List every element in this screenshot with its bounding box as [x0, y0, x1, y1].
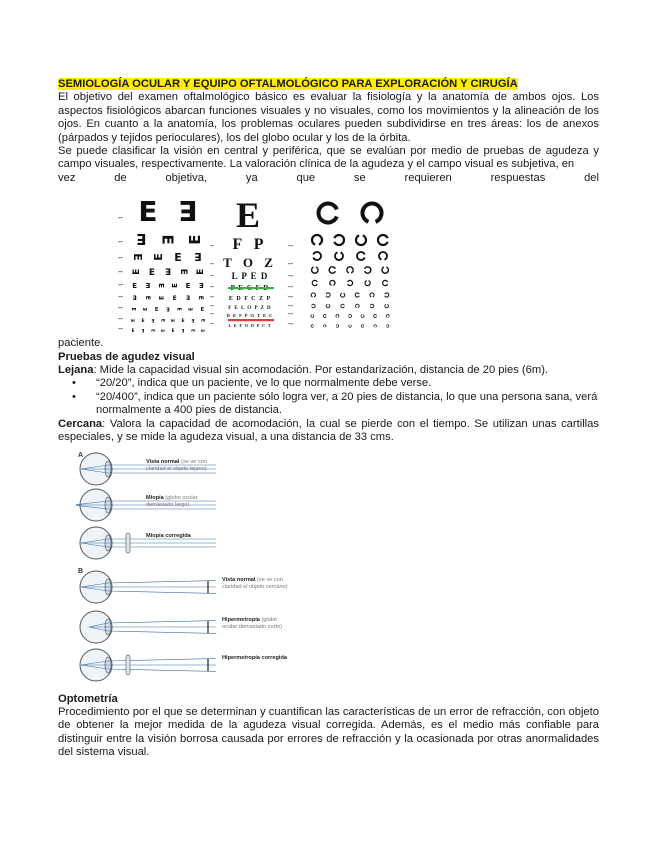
tumbling-e-glyph: E	[175, 307, 182, 312]
snellen-row: T O Z	[223, 255, 277, 271]
row-marker	[210, 323, 214, 324]
light-ray	[108, 631, 216, 633]
tumbling-e-glyph: E	[145, 281, 151, 290]
diagram-label-line2: claridad el objeto cercano)	[222, 583, 288, 590]
snellen-row: L E F O D P C T	[228, 323, 272, 329]
row-marker	[288, 263, 293, 264]
light-ray	[108, 658, 216, 660]
tumbling-e-glyph: E	[143, 296, 151, 301]
snellen-row: D E F P O T E C	[226, 313, 274, 319]
landolt-c-glyph	[311, 325, 314, 328]
landolt-c-glyph	[312, 235, 322, 245]
acuity-bullet-list	[58, 377, 599, 417]
landolt-c-glyph	[341, 293, 345, 297]
tumbling-e-glyph: E	[164, 265, 172, 276]
landolt-c-glyph	[363, 204, 382, 222]
tumbling-e-glyph: E	[132, 282, 138, 291]
tumbling-e-glyph: E	[166, 305, 170, 312]
row-marker	[118, 296, 123, 297]
diagram-label: Hipermetropía corregida	[222, 654, 287, 661]
landolt-c-glyph	[355, 293, 359, 297]
tumbling-e-glyph: E	[181, 319, 185, 325]
snellen-big-letter: E	[235, 195, 261, 236]
diagram-part-b: B	[78, 567, 84, 575]
tumbling-e-glyph: E	[154, 307, 159, 314]
row-marker	[118, 328, 123, 329]
cercana-label: Cercana	[58, 417, 103, 430]
row-marker	[288, 305, 293, 306]
tumbling-e-glyph: E	[174, 251, 182, 265]
landolt-c-glyph	[326, 293, 330, 297]
document-title: SEMIOLOGÍA OCULAR Y EQUIPO OFTALMOLÓGICO PARA EXPLORACIÓN Y CIRUGÍA	[58, 78, 518, 90]
list-item	[72, 377, 599, 390]
tumbling-e-glyph: E	[196, 268, 207, 276]
tumbling-e-glyph: E	[171, 283, 180, 289]
tumbling-e-glyph: E	[151, 317, 155, 323]
landolt-c-glyph	[374, 325, 377, 328]
corrective-lens-icon	[126, 533, 130, 553]
landolt-c-glyph	[312, 281, 317, 286]
landolt-c-glyph	[330, 281, 335, 286]
snellen-green-line	[228, 287, 274, 289]
tumbling-e-glyph: E	[138, 195, 158, 229]
tumbling-e-glyph: E	[131, 319, 137, 323]
tumbling-e-glyph: E	[171, 328, 175, 334]
landolt-c-glyph	[386, 315, 389, 318]
diagram-label-line2: ocular demasiado corto)	[222, 623, 283, 630]
tumbling-e-chart	[116, 193, 208, 339]
landolt-c-glyph	[336, 315, 339, 318]
row-marker	[210, 296, 214, 297]
landolt-c-chart	[298, 193, 398, 339]
tumbling-e-glyph: E	[181, 328, 185, 334]
landolt-c-glyph	[361, 315, 364, 318]
bullet-text-1: “20/20”, indica que un paciente, ve lo que normalmente debe verse.	[96, 377, 432, 390]
snellen-row: E D F C Z P	[228, 296, 272, 303]
classification-text-2: vez de objetiva, ya que se requieren respuestas del	[58, 171, 599, 184]
tumbling-e-glyph: E	[159, 319, 165, 323]
tumbling-e-glyph: E	[172, 295, 177, 303]
landolt-svg	[298, 193, 398, 339]
landolt-c-glyph	[385, 305, 389, 308]
tumbling-e-glyph: E	[151, 253, 165, 262]
landolt-c-glyph	[319, 204, 337, 223]
diagram-label: Miopía (globo ocular	[146, 494, 198, 501]
tumbling-e-glyph: E	[142, 307, 149, 312]
landolt-c-glyph	[323, 315, 326, 318]
tumbling-e-glyph: E	[178, 194, 198, 228]
snellen-svg	[210, 193, 296, 339]
landolt-c-glyph	[356, 236, 366, 246]
corrective-lens-icon	[126, 655, 130, 675]
tumbling-e-glyph: E	[171, 319, 177, 323]
diagram-label: Vista normal (se ve con	[222, 576, 283, 583]
row-marker	[118, 241, 123, 242]
diagram-label: Hipermetropía (globo	[222, 616, 278, 623]
row-marker	[288, 245, 293, 246]
row-marker	[118, 307, 123, 308]
tumbling-e-glyph: E	[160, 329, 166, 333]
landolt-c-glyph	[336, 325, 339, 328]
landolt-c-glyph	[347, 267, 353, 273]
snellen-row: F P	[232, 236, 268, 254]
tumbling-e-glyph: E	[200, 307, 204, 314]
landolt-c-glyph	[382, 267, 388, 273]
tumbling-e-glyph: E	[177, 268, 188, 276]
document-body	[58, 78, 599, 760]
tumbling-e-glyph: E	[200, 329, 206, 333]
snellen-chart	[210, 193, 296, 339]
landolt-c-glyph	[361, 325, 364, 328]
snellen-row: F E L O P Z D	[228, 306, 272, 312]
landolt-c-glyph	[365, 281, 370, 286]
classification-paragraph	[58, 145, 599, 172]
diagram-label: Vista normal (se ve con	[146, 458, 207, 465]
tumbling-e-glyph: E	[141, 328, 145, 334]
tumbling-e-glyph: E	[158, 234, 177, 245]
row-marker	[118, 217, 123, 218]
landolt-c-glyph	[378, 235, 388, 245]
intro-paragraph: El objetivo del examen oftalmológico básico es evaluar la fisiología y la anatomía de ambos ojos. Los aspectos fisiológicos abarcan funciones visuales y no visuales, como los movimientos y la alineación de los ojos. En cuanto a la anatomía, los problemas oculares pueden subdividirse en tres áreas: los de anexos (párpados y tejidos perioculares), los del globo ocular y los de la órbita.	[58, 91, 599, 144]
landolt-c-glyph	[370, 293, 374, 297]
lejana-paragraph	[58, 364, 599, 377]
row-marker	[288, 313, 293, 314]
landolt-c-glyph	[374, 315, 377, 318]
light-ray	[108, 591, 216, 593]
snellen-row: L P E D	[231, 271, 269, 282]
tumbling-e-glyph: E	[188, 307, 195, 312]
cercana-text: : Valora la capacidad de acomodación, la cual se pierde con el tiempo. Se utilizan unas cartillas especiales, y se mide la agudeza visual, a una distancia de 33 cms.	[58, 417, 599, 444]
tumbling-e-glyph: E	[186, 234, 205, 245]
light-ray	[108, 620, 216, 622]
landolt-c-glyph	[341, 304, 344, 308]
classification-text-3: paciente.	[58, 337, 104, 350]
landolt-c-glyph	[349, 325, 352, 328]
section-heading-agudeza: Pruebas de agudez visual	[58, 350, 195, 363]
row-marker	[210, 245, 214, 246]
tumbling-e-glyph: E	[131, 328, 135, 334]
landolt-c-glyph	[365, 267, 371, 273]
landolt-c-glyph	[370, 304, 373, 308]
row-marker	[210, 263, 214, 264]
landolt-c-glyph	[357, 252, 365, 260]
landolt-c-glyph	[311, 315, 314, 318]
classification-text-1: Se puede clasificar la visión en central y periférica, que se evalúan por medio de pruebas de agudeza y campo visuales, respectivamente. La valoración clínica de la agudeza y el campo visual es subjetiva, en	[58, 145, 599, 171]
landolt-c-glyph	[334, 235, 344, 245]
tumbling-e-glyph: E	[141, 319, 145, 325]
bullet-text-2: “20/400”, indica que un paciente sólo logra ver, a 20 pies de distancia, lo que una persona sana, verá normalmente a 400 pies de distancia.	[96, 390, 598, 417]
row-marker	[118, 257, 123, 258]
optometria-paragraph: Procedimiento por el que se determinan y cuantifican las características de un error de refracción, con objeto de obtener la mejor medida de la agudeza visual corregida. Además, es el medio más confiable para distinguir entre la visión borrosa causada por errores de refracción y la ocasionada por otras anormalidades del sistema visual.	[58, 705, 599, 759]
refraction-diagram	[58, 447, 599, 691]
landolt-c-glyph	[326, 305, 330, 308]
refraction-svg	[76, 447, 316, 691]
tumbling-e-glyph: E	[132, 293, 137, 301]
landolt-c-glyph	[348, 281, 353, 286]
tumbling-e-glyph: E	[199, 319, 205, 323]
landolt-c-glyph	[383, 281, 388, 286]
tumbling-e-glyph: E	[136, 230, 147, 249]
tumbling-e-svg	[116, 193, 208, 339]
landolt-c-glyph	[335, 253, 343, 261]
landolt-c-glyph	[312, 267, 318, 273]
landolt-c-glyph	[311, 293, 315, 297]
bullet-icon: •	[72, 390, 76, 403]
row-marker	[210, 286, 214, 287]
diagram-label-line2: demasiado largo)	[146, 501, 190, 508]
tumbling-e-glyph: E	[131, 253, 145, 262]
bullet-icon: •	[72, 377, 76, 390]
landolt-c-glyph	[387, 325, 390, 328]
diagram-label-line2: claridad el objeto lejano)	[146, 465, 207, 472]
row-marker	[210, 305, 214, 306]
tumbling-e-glyph: E	[194, 250, 202, 264]
list-item	[72, 390, 599, 418]
row-marker	[118, 271, 123, 272]
title-line	[58, 78, 599, 91]
landolt-c-glyph	[329, 267, 335, 273]
row-marker	[288, 275, 293, 276]
tumbling-e-glyph: E	[198, 281, 204, 290]
cercana-paragraph	[58, 418, 599, 445]
row-marker	[118, 318, 123, 319]
diagram-label: Miopía corregida	[146, 532, 191, 539]
diagram-part-a: A	[78, 451, 84, 459]
landolt-c-glyph	[385, 293, 389, 297]
row-marker	[210, 275, 214, 276]
row-marker	[288, 286, 293, 287]
tumbling-e-glyph: E	[185, 293, 191, 301]
tumbling-e-glyph: E	[197, 296, 205, 301]
snellen-red-line	[228, 319, 274, 321]
landolt-c-glyph	[379, 252, 387, 260]
tumbling-e-glyph: E	[191, 317, 195, 323]
tumbling-e-glyph: E	[129, 307, 136, 312]
landolt-c-glyph	[356, 304, 360, 307]
tumbling-e-glyph: E	[190, 329, 196, 333]
landolt-c-glyph	[349, 315, 352, 318]
tumbling-e-glyph: E	[156, 283, 165, 289]
row-marker	[288, 296, 293, 297]
landolt-c-glyph	[324, 325, 327, 328]
tumbling-e-glyph: E	[185, 282, 191, 291]
row-marker	[210, 313, 214, 314]
lejana-text: : Mide la capacidad visual sin acomodación. Por estandarización, distancia de 20 pies (6m).	[93, 364, 549, 377]
light-ray	[108, 669, 216, 671]
light-ray	[108, 580, 216, 582]
landolt-c-glyph	[312, 304, 315, 308]
row-marker	[118, 284, 123, 285]
tumbling-e-glyph: E	[148, 268, 156, 279]
tumbling-e-glyph: E	[132, 268, 143, 276]
tumbling-e-glyph: E	[158, 296, 166, 301]
tumbling-e-glyph: E	[150, 329, 156, 333]
row-marker	[288, 323, 293, 324]
eye-charts-figure	[58, 187, 599, 337]
section-heading-optometria: Optometría	[58, 692, 118, 705]
landolt-c-glyph	[313, 252, 321, 260]
lejana-label: Lejana	[58, 364, 94, 377]
